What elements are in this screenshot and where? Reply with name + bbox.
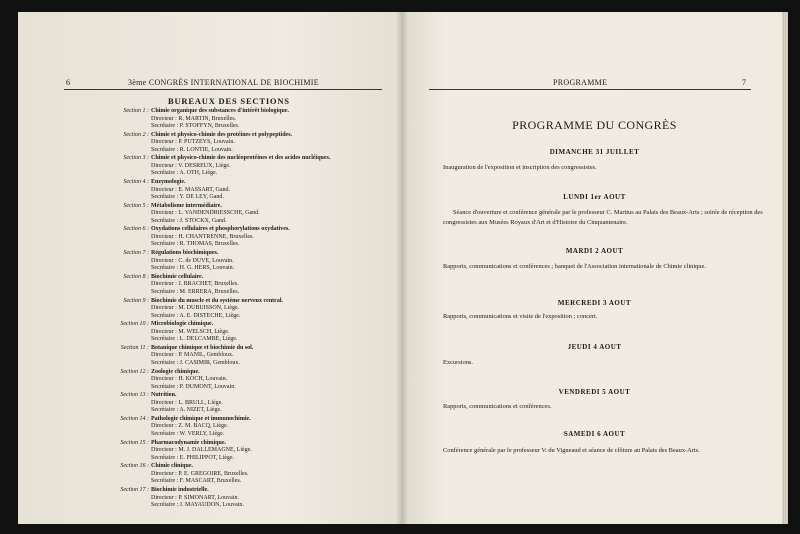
section-secretary: Secrétaire : M. ERRERA, Bruxelles. (151, 288, 240, 295)
section-entry (113, 463, 383, 486)
section-title: Chimie organique des substances d'intérêt biologique. (151, 108, 290, 114)
section-label: Section 14 : (120, 415, 149, 422)
section-label: Section 9 : (123, 297, 149, 304)
section-director: Directeur : C. de DUVE, Louvain. (151, 257, 234, 264)
day-heading: JEUDI 4 AOUT (567, 343, 622, 351)
section-secretary: Secrétaire : F. MASCART, Bruxelles. (151, 478, 242, 485)
section-label: Section 8 : (123, 273, 149, 280)
section-label: Section 16 : (120, 463, 149, 470)
section-director: Directeur : M. DUBUISSON, Liège. (151, 305, 240, 311)
day-text: Inauguration de l'exposition et inscription des congressistes. (443, 164, 597, 171)
section-label: Section 15 : (120, 439, 149, 446)
section-secretary: Secrétaire : L. DELCAMBE, Liège. (151, 336, 238, 343)
section-entry (113, 392, 383, 415)
section-label: Section 6 : (123, 226, 149, 233)
section-label: Section 11 : (120, 344, 149, 351)
sections-list (113, 108, 383, 511)
section-secretary: Secrétaire : R. LONTIE, Louvain. (151, 146, 233, 153)
section-secretary: Secrétaire : J. STOCKX, Gand. (151, 217, 227, 224)
day-heading: MERCREDI 3 AOUT (557, 299, 632, 307)
section-entry (113, 155, 383, 178)
right-page (401, 12, 788, 524)
sections-title: BUREAUX DES SECTIONS (168, 96, 290, 106)
section-entry (113, 416, 383, 439)
book-gutter (396, 12, 408, 524)
section-title: Chimie clinique. (151, 463, 194, 470)
section-entry (113, 203, 383, 226)
section-director: Directeur : R. MARTIN, Bruxelles. (151, 115, 237, 122)
book-spread (18, 12, 788, 524)
section-secretary: Secrétaire : A. E. DISTECHE, Liège. (151, 312, 241, 319)
section-director: Directeur : P. E. GREGOIRE, Bruxelles. (151, 470, 249, 477)
left-page (18, 12, 401, 524)
section-secretary: Secrétaire : Y. DE LEY, Gand. (151, 194, 224, 201)
section-director: Directeur : P. MANIL, Gembloux. (151, 352, 234, 359)
section-entry (113, 298, 383, 321)
section-secretary: Secrétaire : E. PHILIPPOT, Liège. (151, 454, 235, 461)
section-director: Directeur : Z. M. BACQ, Liège. (151, 423, 229, 430)
section-label: Section 13 : (120, 392, 149, 399)
section-director: Directeur : H. KOCH, Louvain. (151, 376, 228, 383)
section-title: Pharmacodynamie chimique. (151, 439, 226, 446)
section-entry (113, 321, 383, 344)
section-director: Directeur : J. BRACHET, Bruxelles. (151, 281, 239, 288)
section-title: Chimie et physico-chimie des nucléoprotéines et des acides nucléiques. (151, 155, 331, 162)
section-title: Régulations biochimiques. (151, 250, 219, 257)
section-entry (113, 250, 383, 273)
day-heading: MARDI 2 AOUT (565, 247, 624, 255)
header-rule-left (64, 89, 382, 90)
day-text: Rapports, communications et conférences ; banquet de l'Association internationale de Chimie clinique. (443, 263, 706, 270)
section-title: Biochimie industrielle. (151, 487, 209, 493)
section-title: Biochimie du muscle et du système nerveux central. (151, 297, 283, 304)
page-number-left: 6 (66, 78, 71, 87)
section-label: Section 3 : (123, 155, 149, 162)
section-title: Enzymologie. (151, 179, 186, 186)
section-director: Directeur : L. BRULL, Liège. (151, 399, 223, 406)
section-secretary: Secrétaire : J. CASIMIR, Gembloux. (151, 359, 240, 366)
section-entry (113, 226, 383, 249)
section-label: Section 1 : (123, 108, 149, 114)
section-director: Directeur : P. SIMONART, Louvain. (151, 494, 240, 501)
day-text: Excursions. (443, 359, 473, 366)
section-label: Section 17 : (120, 487, 149, 493)
section-entry (113, 132, 383, 155)
section-director: Directeur : M. J. DALLEMAGNE, Liège. (151, 447, 252, 454)
section-title: Chimie et physico-chimie des protéines et polypeptides. (151, 131, 293, 138)
section-secretary: Secrétaire : H. G. HERS, Louvain. (151, 265, 235, 272)
section-director: Directeur : M. WELSCH, Liège. (151, 328, 230, 335)
section-label: Section 10 : (120, 321, 149, 328)
section-secretary: Secrétaire : A. OTH, Liège. (151, 170, 218, 177)
section-title: Oxydations cellulaires et phosphorylations oxydatives. (151, 226, 290, 233)
section-entry (113, 369, 383, 392)
day-text: Séance d'ouverture et conférence générale par le professeur C. Martius au Palais des Beaux-Arts ; soirée de réception des congressistes aux Musées Royaux d'Art et d'Histoire du Cinquantenaire. (443, 209, 763, 226)
section-entry (113, 274, 383, 297)
day-heading: SAMEDI 6 AOUT (563, 430, 626, 438)
section-title: Botanique chimique et biochimie du sol. (151, 344, 254, 351)
section-secretary: Secrétaire : P. DUMONT, Louvain. (151, 383, 236, 390)
section-label: Section 5 : (123, 202, 149, 209)
section-entry (113, 108, 383, 131)
day-heading: LUNDI 1er AOUT (563, 193, 626, 201)
section-secretary: Secrétaire : J. MAYAUDON, Louvain. (151, 502, 244, 508)
running-head-left: 3ème CONGRÈS INTERNATIONAL DE BIOCHIMIE (128, 78, 319, 87)
page-number-right: 7 (742, 78, 747, 87)
day-text: Rapports, communications et visite de l'exposition ; concert. (443, 313, 598, 320)
section-title: Nutrition. (151, 392, 177, 399)
section-director: Directeur : H. CHANTRENNE, Bruxelles. (151, 233, 254, 240)
day-text: Conférence générale par le professeur V. du Vigneaud et séance de clôture au Palais des Beaux-Arts. (443, 447, 700, 454)
section-director: Directeur : L. VANDENDRIESSCHE, Gand. (151, 210, 260, 217)
section-label: Section 12 : (120, 368, 149, 375)
section-title: Zoologie chimique. (151, 368, 200, 375)
section-title: Microbiologie chimique. (151, 321, 214, 328)
section-entry (113, 440, 383, 463)
section-title: Biochimie cellulaire. (151, 273, 204, 280)
section-title: Métabolisme intermédiaire. (151, 202, 222, 209)
section-label: Section 7 : (123, 250, 149, 257)
section-secretary: Secrétaire : A. NIZET, Liège. (151, 407, 222, 414)
section-label: Section 2 : (123, 131, 149, 138)
program-title: PROGRAMME DU CONGRÈS (512, 118, 677, 132)
running-head-right: PROGRAMME (553, 78, 608, 87)
section-entry (113, 487, 383, 510)
section-secretary: Secrétaire : P. STOFFYN, Bruxelles. (151, 123, 240, 129)
section-director: Directeur : V. DESREUX, Liège. (151, 162, 231, 169)
section-secretary: Secrétaire : R. THOMAS, Bruxelles. (151, 241, 240, 248)
page-edges (782, 12, 788, 524)
section-entry (113, 179, 383, 202)
section-entry (113, 345, 383, 368)
section-director: Directeur : E. MASSART, Gand. (151, 186, 231, 193)
section-title: Pathologie chimique et immunochimie. (151, 415, 251, 422)
header-rule-right (429, 89, 751, 90)
section-label: Section 4 : (123, 179, 149, 186)
day-text: Rapports, communications et conférences. (443, 403, 552, 410)
day-heading: VENDREDI 5 AOUT (558, 388, 631, 396)
day-heading: DIMANCHE 31 JUILLET (549, 148, 640, 156)
section-secretary: Secrétaire : W. VERLY, Liège. (151, 430, 225, 437)
section-director: Directeur : P. PUTZEYS, Louvain. (151, 139, 235, 146)
